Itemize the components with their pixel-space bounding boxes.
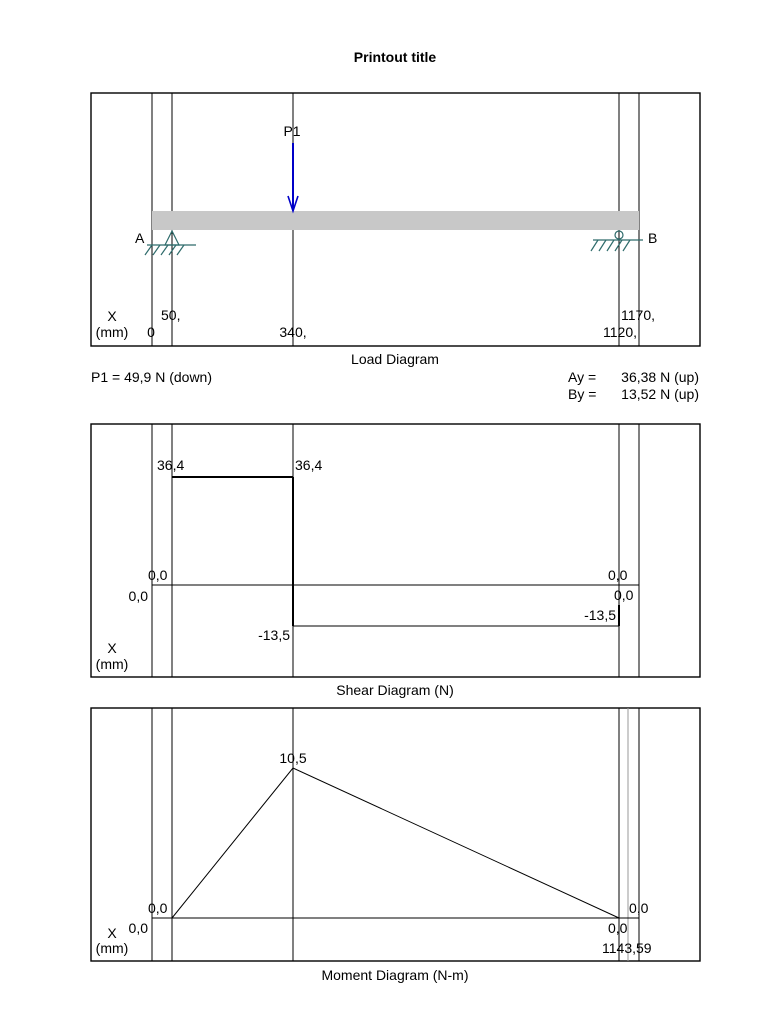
tick-label-50: 50,: [161, 307, 181, 323]
shear-diagram: [91, 424, 700, 677]
tick-label-340: 340,: [279, 324, 307, 340]
shear-label-bottom-right: -13,5: [584, 607, 616, 623]
moment-label-zero-position: 1143,59: [602, 940, 652, 956]
reaction-by-label: By =: [568, 386, 597, 402]
tick-label-0: 0: [147, 324, 155, 340]
shear-label-top-right: 36,4: [295, 457, 323, 473]
x-axis-label: X: [107, 925, 117, 941]
x-unit-label: (mm): [95, 656, 129, 672]
x-unit-label: (mm): [95, 940, 129, 956]
moment-label-zero-a-upper: 0,0: [148, 900, 168, 916]
load-label-p1: P1: [283, 123, 301, 139]
x-unit-label: (mm): [95, 324, 129, 340]
beam: [152, 211, 639, 230]
load-diagram-caption: Load Diagram: [351, 351, 439, 367]
roller-support-b: [591, 231, 643, 251]
load-value-p1: P1 = 49,9 N (down): [91, 369, 213, 385]
moment-label-zero-b-upper: 0,0: [629, 900, 649, 916]
shear-curve: [172, 477, 619, 626]
shear-label-top-left: 36,4: [157, 457, 185, 473]
reaction-by-value: 13,52 N (up): [621, 386, 699, 402]
load-arrow-p1: [288, 143, 298, 211]
shear-label-zero-a-upper: 0,0: [148, 567, 168, 583]
reaction-ay-label: Ay =: [568, 369, 597, 385]
shear-label-zero-b-lower: 0,0: [614, 587, 634, 603]
moment-label-zero-a-lower: 0,0: [128, 920, 148, 936]
tick-label-1170: 1170,: [621, 307, 655, 323]
support-a-label: A: [135, 230, 145, 246]
shear-diagram-caption: Shear Diagram (N): [336, 682, 454, 698]
moment-label-zero-b-lower: 0,0: [608, 920, 628, 936]
moment-diagram-caption: Moment Diagram (N-m): [321, 967, 469, 983]
moment-curve: [172, 768, 619, 918]
printout-title: Printout title: [353, 49, 437, 65]
shear-label-bottom-left: -13,5: [258, 627, 290, 643]
pin-support-a: [145, 231, 196, 255]
moment-diagram: [91, 708, 700, 961]
reaction-ay-value: 36,38 N (up): [621, 369, 699, 385]
shear-label-zero-b-upper: 0,0: [608, 567, 628, 583]
x-axis-label: X: [107, 308, 117, 324]
x-axis-label: X: [107, 640, 117, 656]
shear-label-zero-a-lower: 0,0: [128, 588, 148, 604]
moment-label-peak: 10,5: [279, 750, 307, 766]
load-diagram: [91, 93, 700, 346]
support-b-label: B: [648, 230, 658, 246]
tick-label-1120: 1120,: [603, 324, 637, 340]
